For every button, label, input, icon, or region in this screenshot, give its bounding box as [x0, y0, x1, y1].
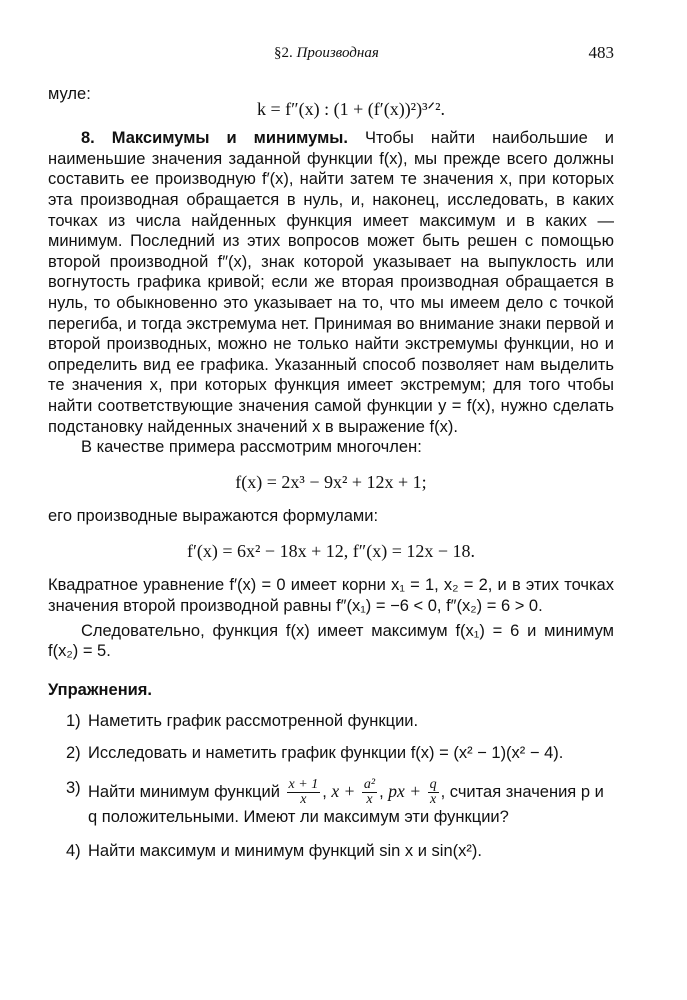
exercise-number: 2)	[66, 744, 81, 763]
fraction-denominator: x	[429, 791, 437, 807]
exercise-3-f2-pre: x +	[331, 780, 356, 801]
exercise-3-pre: Найти минимум функций	[88, 782, 280, 801]
exercises-heading: Упражнения.	[48, 680, 153, 699]
polynomial-formula: f(x) = 2x³ − 9x² + 12x + 1;	[235, 471, 427, 492]
page-number: 483	[588, 43, 614, 62]
exercises-list	[48, 711, 614, 861]
exercise-number: 3)	[66, 778, 81, 797]
exercise-number: 1)	[66, 712, 81, 731]
exercise-item	[48, 743, 614, 764]
header-chapter-title: Производная	[296, 45, 379, 61]
section-8-paragraph	[48, 128, 614, 437]
exercise-item	[48, 841, 614, 862]
derivatives-intro: его производные выражаются формулами:	[48, 507, 379, 526]
quadratic-paragraph: Квадратное уравнение f′(x) = 0 имеет корни x₁ = 1, x₂ = 2, и в этих точках значения второй производной равны f″(x₁) = −6 < 0, f″(x₂) = 6 > 0.	[48, 576, 614, 616]
section-8-title: 8. Максимумы и минимумы.	[81, 129, 348, 148]
body-text	[48, 84, 614, 862]
intro-text: муле:	[48, 85, 91, 103]
conclusion-paragraph: Следовательно, функция f(x) имеет максимум f(x₁) = 6 и минимум f(x₂) = 5.	[48, 621, 614, 661]
section-8-text: Чтобы найти наибольшие и наименьшие значения заданной функции f(x), мы прежде всего должны составить ее производную f′(x), найти затем те значения x, при которых эта производная обращается в нуль, и, наконец, исследовать, в каких точках из числа найденных функция имеет максимум и в каких — минимум. Последний из этих вопросов может быть решен с помощью второй производной f″(x), знак которой указывает на выпуклость или вогнутость графика кривой; если же вторая производная обращается в нуль, то обыкновенно это указывает на то, что мы имеем дело с точкой перегиба, и тогда экстремума нет. Принимая во внимание знаки первой и второй производных, можно не только найти экстремумы функции, но и определить вид ее графика. Указанный способ позволяет нам выделить те значения x, при которых функция имеет экстремум; для того чтобы найти соответствующие значения самой функции y = f(x), нужно сделать подстановку найденных значений x в выражение f(x).	[48, 129, 614, 436]
exercise-text: Исследовать и наметить график функции f(x) = (x² − 1)(x² − 4).	[88, 744, 564, 763]
running-header	[48, 45, 614, 67]
fraction-a2-over-x	[362, 778, 377, 807]
exercise-3-post: считая значения p и q положительными. Имеют ли максимум эти функции?	[88, 782, 604, 826]
exercise-number: 4)	[66, 842, 81, 861]
fraction-numerator: x + 1	[288, 776, 319, 792]
fraction-numerator: a²	[363, 776, 376, 792]
exercise-item	[48, 778, 614, 828]
fraction-q-over-x	[428, 778, 439, 807]
exercise-item	[48, 711, 614, 732]
derivatives-formula: f′(x) = 6x² − 18x + 12, f″(x) = 12x − 18.	[186, 540, 476, 561]
fraction-numerator: q	[429, 776, 437, 792]
exercise-3-f3-pre: px +	[388, 780, 421, 801]
header-section: §2.	[274, 45, 293, 61]
fraction-denominator: x	[366, 791, 373, 807]
example-intro: В качестве примера рассмотрим многочлен:	[81, 438, 422, 457]
exercise-text: Найти минимум функций $\frac{x + 1}{x}$ , x + $\frac{\text{a²}}{x}$ , px + $\frac{q}{x}$ , считая значения p и q положительными. Имеют ли максимум эти функции?	[88, 776, 604, 826]
exercise-text: Найти максимум и минимум функций sin x и sin(x²).	[88, 842, 482, 861]
fraction-denominator: x	[300, 791, 307, 807]
exercise-text: Наметить график рассмотренной функции.	[88, 712, 419, 731]
fraction-x-plus-1-over-x	[287, 778, 321, 807]
header-title	[274, 45, 379, 62]
curvature-formula: k = f″(x) : (1 + (f′(x))²)³ᐟ².	[257, 98, 445, 119]
